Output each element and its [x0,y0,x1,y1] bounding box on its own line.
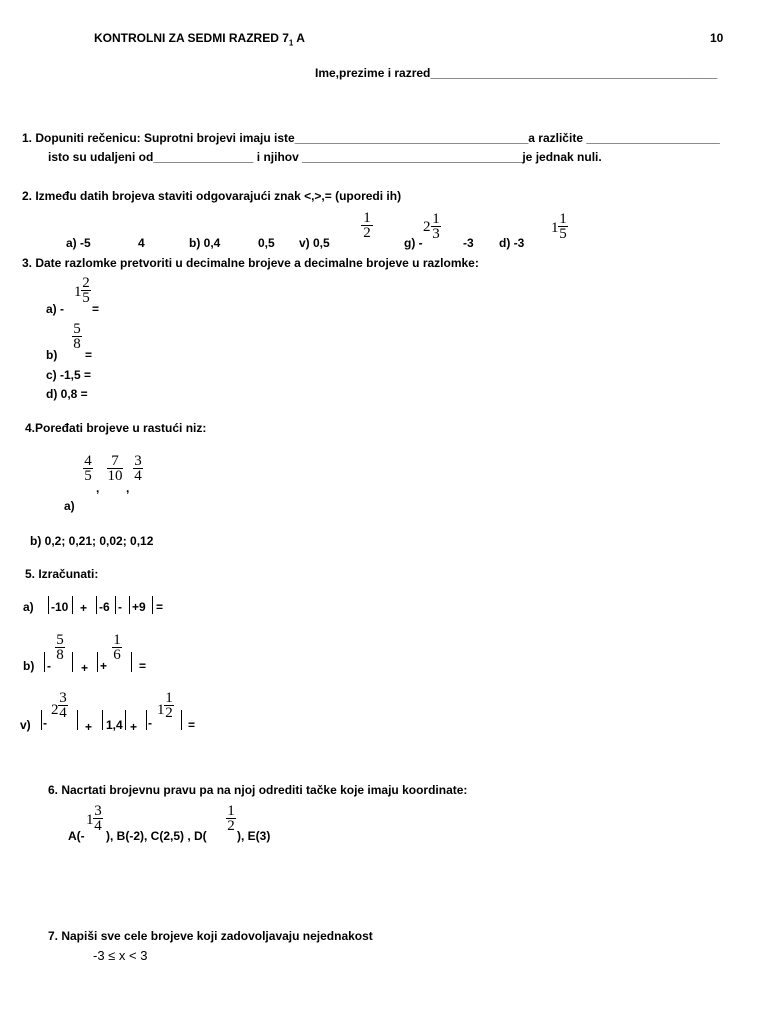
q2-item-g2: -3 [463,236,474,250]
q6-title: 6. Nacrtati brojevnu pravu pa na njoj odrediti tačke koje imaju koordinate: [48,783,468,797]
q3-a-frac: $\frac{2}{5}$ [82,275,90,306]
q4-frac-2: $\frac{7}{10}$ [107,453,123,484]
abs-bar [125,710,126,730]
q4-sep-2: , [126,481,130,495]
q1-line1: 1. Dopuniti rečenicu: Suprotni brojevi imaju iste___________________________________a različite ____________________ [22,131,720,145]
q2-item-g: g) - [404,236,423,250]
q6-a-frac: $\frac{3}{4}$ [94,803,102,834]
q3-b-frac: $\frac{5}{8}$ [73,321,81,352]
abs-bar [72,596,73,614]
q2-item-a2: 4 [138,236,145,250]
abs-bar [97,652,98,672]
q3-d: d) 0,8 = [46,387,88,401]
abs-bar [152,596,153,614]
q2-item-b2: 0,5 [258,236,275,250]
q6-a-frac-whole: 1 [86,812,94,828]
q5-b-label: b) [23,659,35,673]
q2-item-d: d) -3 [499,236,525,250]
q2-frac-d: $\frac{1}{5}$ [559,211,567,242]
abs-bar [129,596,130,614]
score: 10 [710,31,724,45]
q5-v-val: 1,4 [106,718,123,732]
name-field[interactable]: Ime,prezime i razred___________________________________________ [315,66,718,80]
q5-a-val: +9 [132,600,146,614]
q2-frac-v: $\frac{1}{2}$ [361,211,373,240]
page-title: KONTROLNI ZA SEDMI RAZRED $7_1$ A [94,31,305,48]
q5-v-op: - [43,716,47,730]
q2-item-b: b) 0,4 [189,236,221,250]
q4-frac-3: $\frac{3}{4}$ [134,453,142,484]
q3-c: c) -1,5 = [46,368,92,382]
q2-item-a: a) -5 [66,236,91,250]
abs-bar [131,652,132,672]
q5-b-op: + [81,661,89,675]
q6-d-suffix: ), E(3) [237,829,271,843]
q6-a-prefix: A(- [68,829,85,843]
q2-frac-g: $\frac{1}{3}$ [432,211,440,242]
q5-v-label: v) [20,718,31,732]
abs-bar [77,710,78,730]
q5-b-op: + [100,659,108,673]
q2-item-v: v) 0,5 [299,236,330,250]
q5-v-op: + [85,720,93,734]
abs-bar [115,596,116,614]
q7-title: 7. Napiši sve cele brojeve koji zadovoljavaju nejednakost [48,929,373,943]
q7-inequality: -3 ≤ x < 3 [93,948,148,963]
q6-points: ), B(-2), C(2,5) , D( [106,829,207,843]
q5-a-label: a) [23,600,34,614]
q5-title: 5. Izračunati: [25,567,99,581]
q4-b: b) 0,2; 0,21; 0,02; 0,12 [30,534,154,548]
q4-title: 4.Poređati brojeve u rastući niz: [25,421,207,435]
q5-a-val: -6 [99,600,110,614]
q5-b-eq: = [139,659,147,673]
q4-sep-1: , [96,481,100,495]
q4-frac-1: $\frac{4}{5}$ [84,453,92,484]
q5-v-eq: = [188,718,196,732]
q1-line2: isto su udaljeni od_______________ i njihov _________________________________je jednak nuli. [48,150,602,164]
abs-bar [41,710,42,730]
abs-bar [48,596,49,614]
q5-v-frac-2: $\frac{1}{2}$ [165,690,173,721]
q5-v-frac-2-whole: 1 [157,702,165,718]
q5-v-op: + [130,720,138,734]
q4-a-label: a) [64,499,75,513]
q2-frac-g-whole: 2 [423,219,431,235]
q2-frac-d-whole: 1 [551,220,559,236]
abs-bar [44,652,45,672]
q3-a-whole: 1 [74,284,82,300]
q5-v-frac-1: $\frac{3}{4}$ [59,690,67,721]
q3-title: 3. Date razlomke pretvoriti u decimalne brojeve a decimalne brojeve u razlomke: [22,256,479,270]
q3-b-eq: = [85,348,93,362]
q3-b-label: b) [46,348,58,362]
abs-bar [146,710,147,730]
q3-a-eq: = [92,302,100,316]
abs-bar [102,710,103,730]
q5-v-op: - [148,716,152,730]
abs-bar [72,652,73,672]
q5-a-op: - [118,600,122,614]
q5-b-frac-2: $\frac{1}{6}$ [113,632,121,663]
q3-a-label: a) - [46,302,64,316]
q5-a-eq: = [156,600,164,614]
q2-title: 2. Između datih brojeva staviti odgovarajući znak <,>,= (uporedi ih) [22,189,402,203]
abs-bar [181,710,182,730]
q5-b-frac-1: $\frac{5}{8}$ [56,632,64,663]
q6-d-frac: $\frac{1}{2}$ [227,803,235,834]
q5-a-op: + [80,601,88,615]
q5-v-frac-1-whole: 2 [51,702,59,718]
abs-bar [96,596,97,614]
q5-a-val: -10 [51,600,69,614]
q5-b-op: - [47,659,51,673]
